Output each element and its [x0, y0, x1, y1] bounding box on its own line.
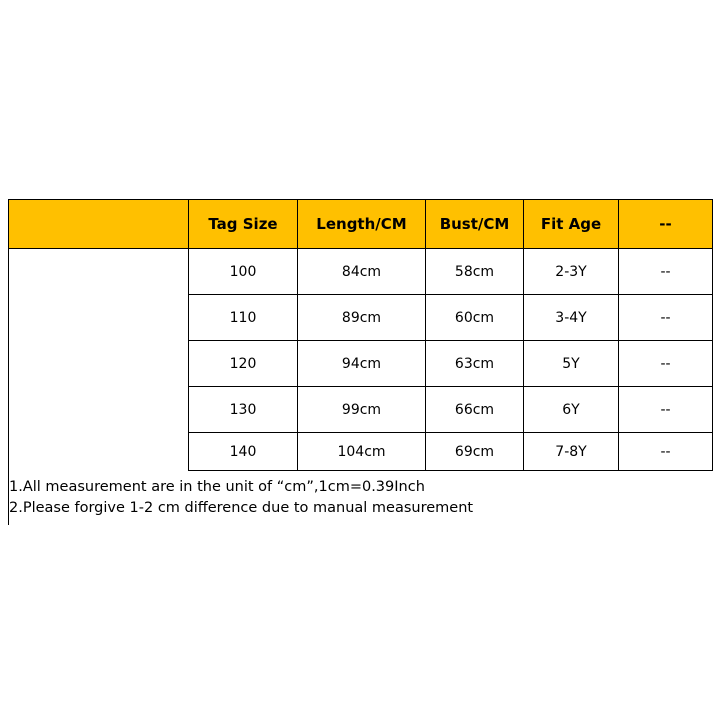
- cell-bust: 60cm: [426, 295, 524, 341]
- cell-extra: --: [619, 249, 713, 295]
- cell-bust: 58cm: [426, 249, 524, 295]
- cell-length: 94cm: [298, 341, 426, 387]
- header-fit-age: Fit Age: [524, 200, 619, 249]
- cell-fit-age: 7-8Y: [524, 433, 619, 471]
- header-bust: Bust/CM: [426, 200, 524, 249]
- cell-fit-age: 2-3Y: [524, 249, 619, 295]
- table-row: [189, 249, 713, 295]
- cell-tag-size: 120: [189, 341, 298, 387]
- cell-extra: --: [619, 387, 713, 433]
- header-extra: --: [619, 200, 713, 249]
- table-row: [189, 341, 713, 387]
- table-row: [189, 433, 713, 471]
- note-tolerance: 2.Please forgive 1-2 cm difference due to manual measurement: [9, 500, 474, 516]
- cell-extra: --: [619, 295, 713, 341]
- cell-length: 104cm: [298, 433, 426, 471]
- size-table: [188, 199, 713, 471]
- cell-fit-age: 5Y: [524, 341, 619, 387]
- cell-tag-size: 130: [189, 387, 298, 433]
- cell-length: 84cm: [298, 249, 426, 295]
- cell-tag-size: 140: [189, 433, 298, 471]
- cell-bust: 66cm: [426, 387, 524, 433]
- header-tag-size: Tag Size: [189, 200, 298, 249]
- header-length: Length/CM: [298, 200, 426, 249]
- cell-fit-age: 6Y: [524, 387, 619, 433]
- cell-fit-age: 3-4Y: [524, 295, 619, 341]
- cell-length: 99cm: [298, 387, 426, 433]
- size-chart: [8, 199, 712, 526]
- note-unit: 1.All measurement are in the unit of “cm”,1cm=0.39Inch: [9, 479, 425, 495]
- table-row: [189, 295, 713, 341]
- cell-tag-size: 100: [189, 249, 298, 295]
- cell-bust: 69cm: [426, 433, 524, 471]
- cell-bust: 63cm: [426, 341, 524, 387]
- cell-extra: --: [619, 433, 713, 471]
- measurement-notes: [9, 477, 473, 519]
- cell-extra: --: [619, 341, 713, 387]
- table-row: [189, 387, 713, 433]
- table-header-row: [189, 200, 713, 249]
- cell-length: 89cm: [298, 295, 426, 341]
- cell-tag-size: 110: [189, 295, 298, 341]
